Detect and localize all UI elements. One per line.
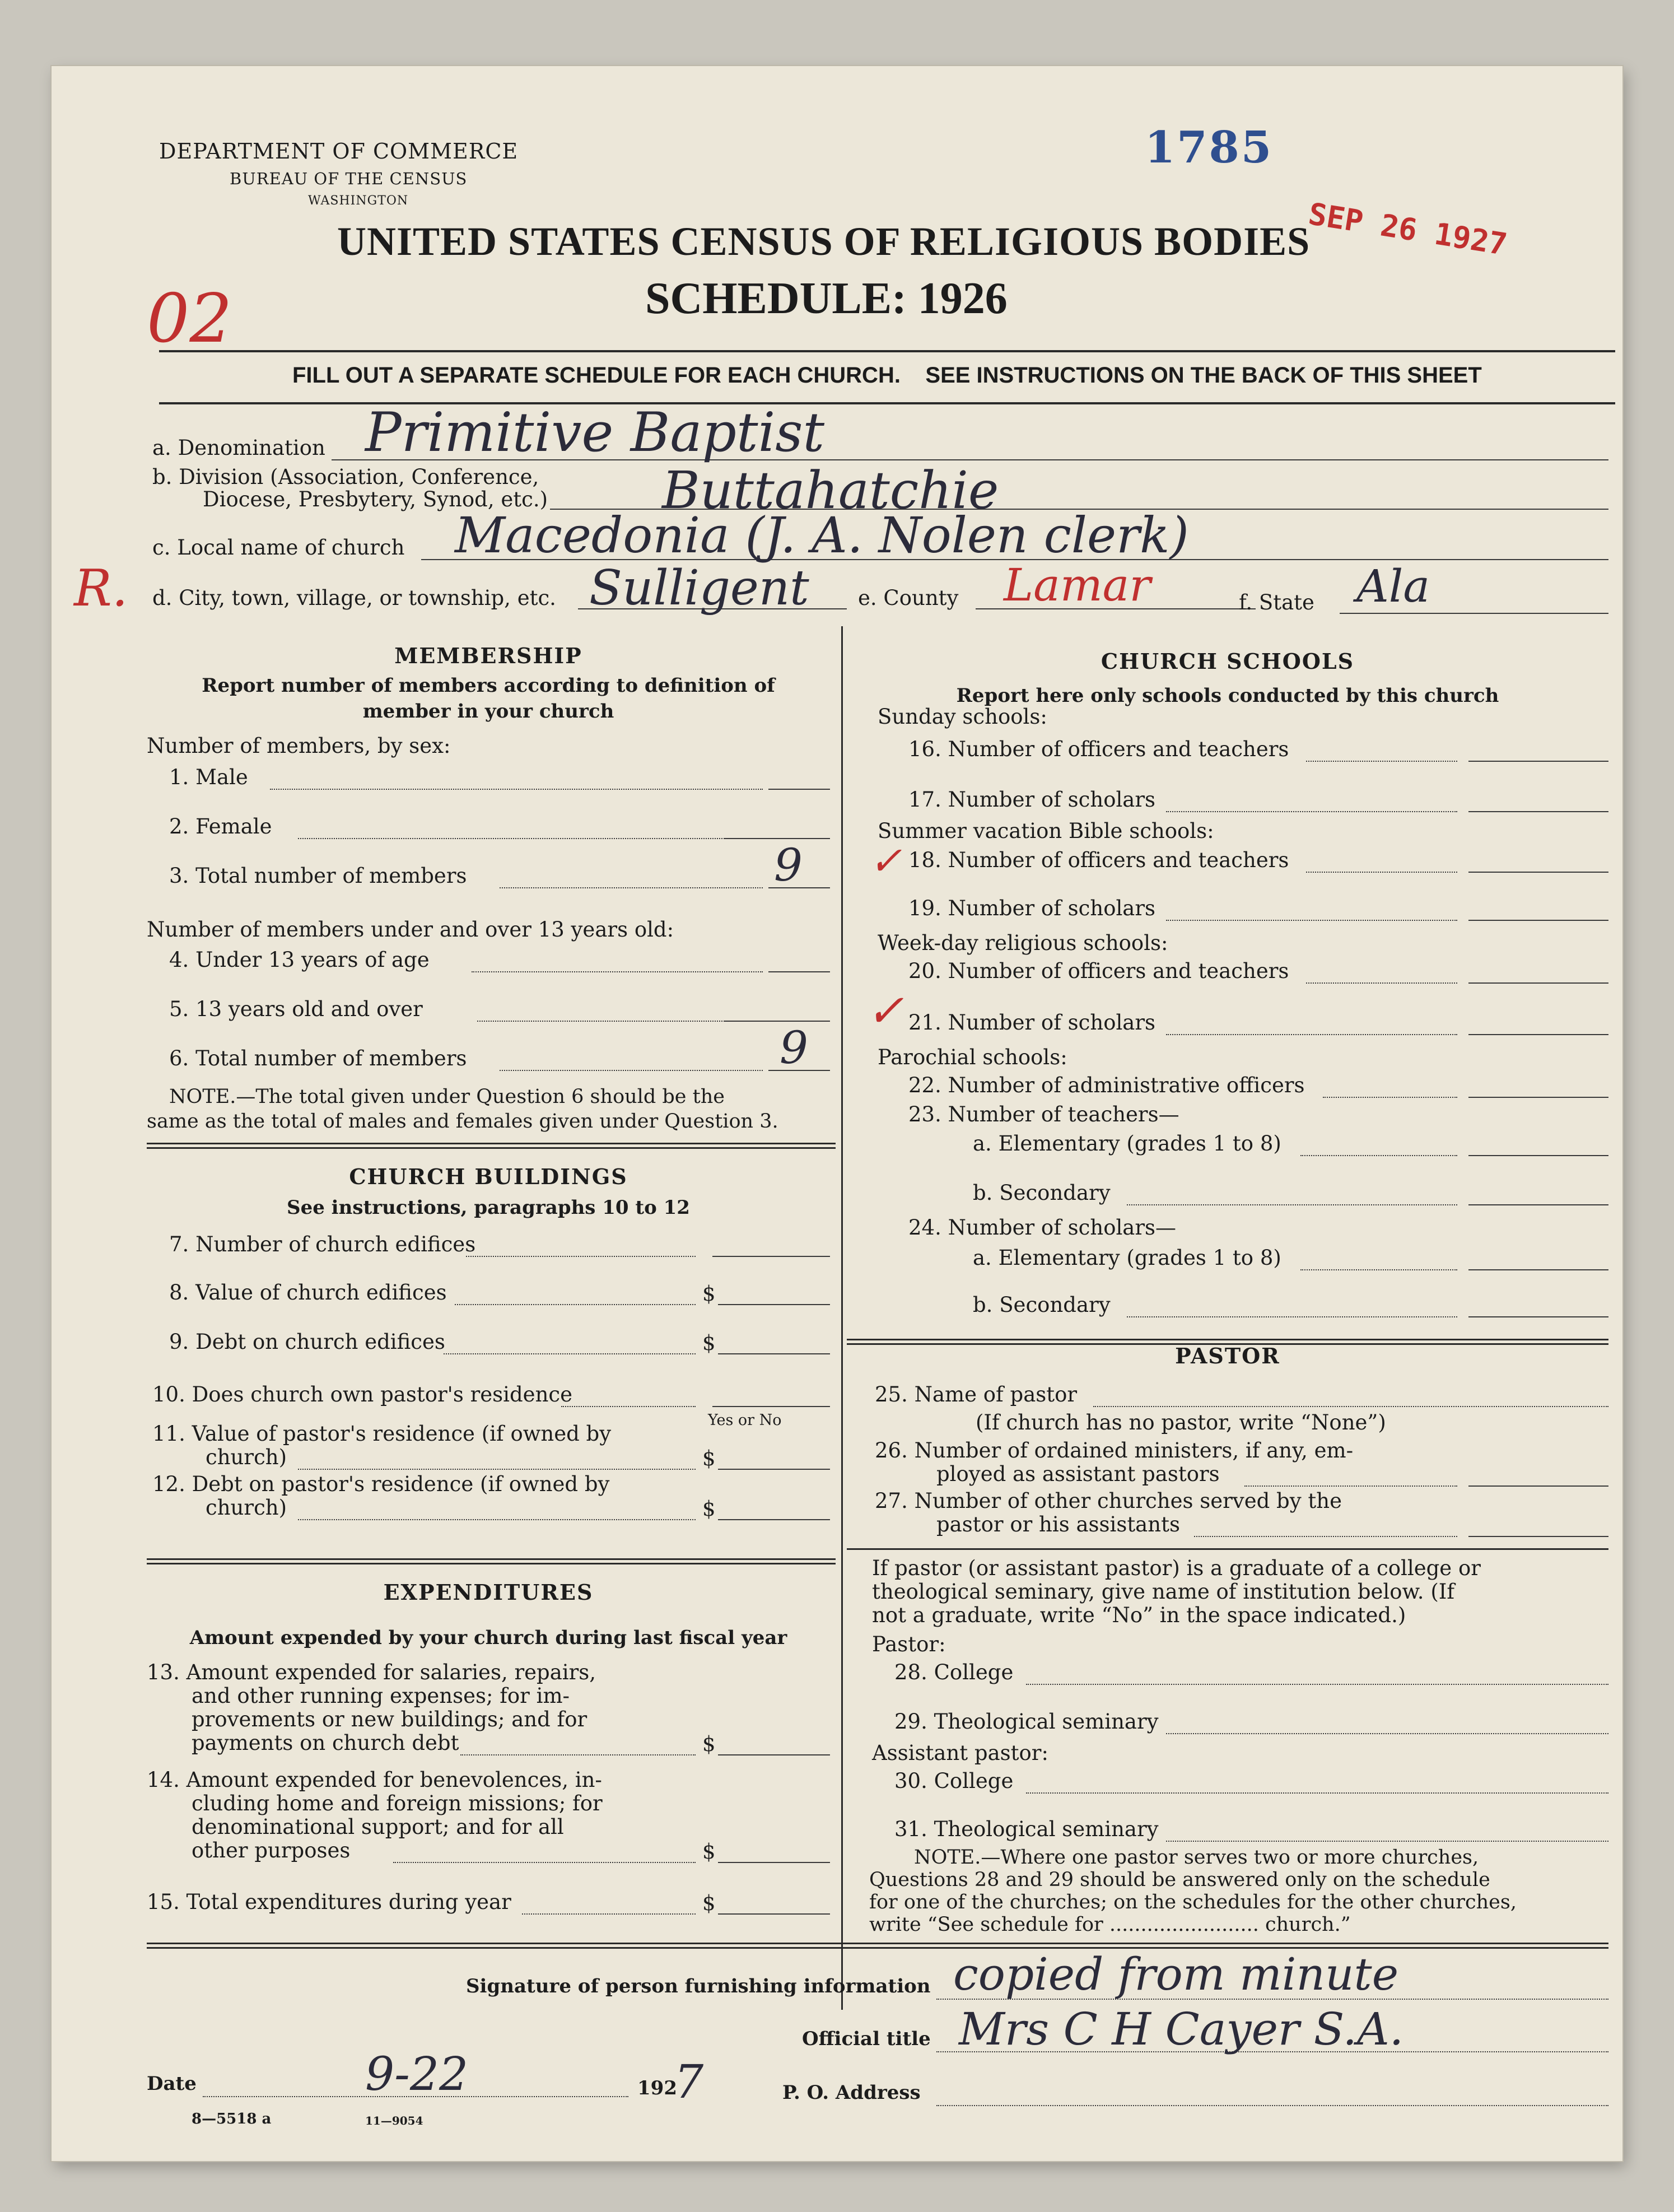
- q24b-answer[interactable]: [1468, 1316, 1608, 1317]
- q10-answer[interactable]: [712, 1406, 830, 1407]
- form-number: 8—5518 a: [192, 2111, 272, 2127]
- q14-label-4: other purposes: [192, 1838, 351, 1862]
- buildings-rule: [147, 1558, 836, 1560]
- q11-label: 11. Value of pastor's residence (if owned by: [152, 1422, 612, 1446]
- buildings-rule-b: [147, 1563, 836, 1564]
- q8-dollar: $: [702, 1282, 716, 1306]
- membership-sub-2: member in your church: [362, 700, 614, 723]
- q25-label: 25. Name of pastor: [875, 1382, 1078, 1407]
- division-value: Buttahatchie: [662, 460, 999, 520]
- division-label-2: Diocese, Presbytery, Synod, etc.): [203, 487, 548, 511]
- q8-leader: [455, 1304, 696, 1305]
- q10-leader: [561, 1406, 696, 1407]
- denomination-value: Primitive Baptist: [365, 401, 825, 464]
- q3-total-value: 9: [774, 839, 803, 891]
- q17-label: 17. Number of scholars: [908, 788, 1156, 812]
- q12-answer[interactable]: [718, 1519, 830, 1520]
- q24a-label: a. Elementary (grades 1 to 8): [973, 1246, 1281, 1270]
- q27-leader: [1194, 1536, 1457, 1537]
- year-value: 7: [674, 2056, 704, 2109]
- form-title: UNITED STATES CENSUS OF RELIGIOUS BODIES: [337, 219, 1311, 264]
- grad-instructions-3: not a graduate, write “No” in the space indicated.): [872, 1603, 1406, 1627]
- q13-label-3: provements or new buildings; and for: [192, 1707, 587, 1731]
- q7-answer[interactable]: [712, 1256, 830, 1257]
- q22-label: 22. Number of administrative officers: [908, 1073, 1305, 1097]
- q10-label: 10. Does church own pastor's residence: [152, 1382, 573, 1407]
- q23a-answer[interactable]: [1468, 1155, 1608, 1156]
- q21-check: ✓: [866, 985, 904, 1037]
- membership-rule: [147, 1143, 836, 1144]
- official-title-value: Mrs C H Cayer S.A.: [959, 2003, 1404, 2055]
- q18-answer[interactable]: [1468, 872, 1608, 873]
- q9-answer[interactable]: [718, 1353, 830, 1354]
- q22-leader: [1323, 1097, 1457, 1098]
- county-label: e. County: [858, 586, 959, 610]
- signature-value: copied from minute: [953, 1948, 1399, 2000]
- bureau-name: BUREAU OF THE CENSUS: [230, 169, 468, 188]
- q23b-answer[interactable]: [1468, 1204, 1608, 1205]
- q23b-label: b. Secondary: [973, 1181, 1111, 1205]
- q6-total-value: 9: [780, 1022, 808, 1074]
- q1-answer[interactable]: [768, 789, 830, 790]
- members-by-age-label: Number of members under and over 13 years old:: [147, 918, 674, 942]
- q23b-leader: [1127, 1204, 1457, 1205]
- q26-label-2: ployed as assistant pastors: [936, 1462, 1220, 1486]
- schools-sub: Report here only schools conducted by this church: [956, 684, 1499, 707]
- q2-female-label: 2. Female: [169, 814, 272, 839]
- grad-instructions-1: If pastor (or assistant pastor) is a graduate of a college or: [872, 1556, 1481, 1580]
- q6-total-label: 6. Total number of members: [169, 1046, 467, 1070]
- q13-label-4: payments on church debt: [192, 1731, 459, 1755]
- q14-label-2: cluding home and foreign missions; for: [192, 1791, 603, 1815]
- q9-dollar: $: [702, 1331, 716, 1355]
- q7-label: 7. Number of church edifices: [169, 1232, 476, 1256]
- church-name-value: Macedonia (J. A. Nolen clerk): [455, 506, 1189, 564]
- q9-leader: [444, 1353, 696, 1354]
- instruction-line: FILL OUT A SEPARATE SCHEDULE FOR EACH CHURCH. SEE INSTRUCTIONS ON THE BACK OF THIS SHEET: [292, 363, 1482, 388]
- membership-sub-1: Report number of members according to definition of: [202, 674, 775, 697]
- schedule-number: 1785: [1145, 122, 1274, 173]
- q29-leader: [1166, 1733, 1608, 1734]
- grad-instructions-2: theological seminary, give name of institution below. (If: [872, 1580, 1455, 1604]
- q24a-leader: [1300, 1269, 1457, 1270]
- state-value: Ala: [1356, 560, 1430, 612]
- q24-label: 24. Number of scholars—: [908, 1216, 1177, 1240]
- q5-leader: [477, 1021, 763, 1022]
- header-rule-top: [159, 350, 1615, 352]
- q5-answer[interactable]: [724, 1021, 830, 1022]
- q19-label: 19. Number of scholars: [908, 896, 1156, 920]
- assistant-pastor-label: Assistant pastor:: [872, 1741, 1048, 1765]
- po-address-line[interactable]: [936, 2105, 1608, 2106]
- q19-answer[interactable]: [1468, 920, 1608, 921]
- q28-leader: [1026, 1684, 1608, 1685]
- membership-note-1: NOTE.—The total given under Question 6 should be the: [169, 1086, 725, 1108]
- q13-answer[interactable]: [718, 1754, 830, 1755]
- form-subtitle: SCHEDULE: 1926: [645, 274, 1008, 323]
- q21-label: 21. Number of scholars: [908, 1010, 1156, 1035]
- q26-answer[interactable]: [1468, 1485, 1608, 1487]
- q4-leader: [472, 971, 763, 972]
- dept-name: DEPARTMENT OF COMMERCE: [159, 139, 519, 164]
- q11-leader: [298, 1469, 696, 1470]
- q14-leader: [393, 1862, 696, 1863]
- column-divider: [841, 626, 843, 2010]
- margin-mark-r: R.: [74, 559, 128, 618]
- parochial-schools-label: Parochial schools:: [878, 1045, 1067, 1069]
- buildings-sub: See instructions, paragraphs 10 to 12: [287, 1196, 690, 1219]
- q13-label: 13. Amount expended for salaries, repairs,: [147, 1660, 596, 1684]
- q5-over13-label: 5. 13 years old and over: [169, 997, 423, 1021]
- q27-label-2: pastor or his assistants: [936, 1512, 1180, 1536]
- q23a-leader: [1300, 1155, 1457, 1156]
- footer-rule: [147, 1943, 1608, 1944]
- pastor-note-3: for one of the churches; on the schedules for the other churches,: [869, 1891, 1517, 1913]
- signature-label: Signature of person furnishing information: [466, 1975, 931, 1997]
- q1-male-label: 1. Male: [169, 765, 248, 789]
- q13-leader: [460, 1754, 696, 1755]
- q7-leader: [466, 1256, 696, 1257]
- q20-label: 20. Number of officers and teachers: [908, 959, 1289, 983]
- q15-dollar: $: [702, 1891, 716, 1915]
- weekday-schools-label: Week-day religious schools:: [878, 931, 1168, 955]
- state-label: f. State: [1239, 590, 1314, 614]
- state-line[interactable]: [1340, 613, 1608, 614]
- date-value: 9-22: [365, 2048, 469, 2101]
- q21-answer[interactable]: [1468, 1034, 1608, 1035]
- q15-label: 15. Total expenditures during year: [147, 1890, 511, 1914]
- date-label: Date: [147, 2073, 197, 2095]
- q23a-label: a. Elementary (grades 1 to 8): [973, 1131, 1281, 1156]
- q18-label: 18. Number of officers and teachers: [908, 848, 1289, 872]
- q16-leader: [1306, 761, 1457, 762]
- q12-label-2: church): [206, 1496, 287, 1520]
- q23-label: 23. Number of teachers—: [908, 1102, 1179, 1126]
- schools-rule: [847, 1339, 1608, 1340]
- q27-label: 27. Number of other churches served by the: [875, 1489, 1342, 1513]
- q14-label: 14. Amount expended for benevolences, in-: [147, 1768, 602, 1792]
- q28-label: 28. College: [894, 1660, 1014, 1684]
- q21-leader: [1166, 1034, 1457, 1035]
- q16-label: 16. Number of officers and teachers: [908, 737, 1289, 761]
- pastor-sub-label: Pastor:: [872, 1632, 946, 1656]
- q12-leader: [298, 1519, 696, 1520]
- q24b-leader: [1127, 1316, 1457, 1317]
- county-value: Lamar: [1004, 559, 1151, 611]
- po-address-label: P. O. Address: [782, 2081, 921, 2104]
- q26-label: 26. Number of ordained ministers, if any, em-: [875, 1438, 1354, 1463]
- yes-no-caption: Yes or No: [708, 1412, 782, 1429]
- q17-answer[interactable]: [1468, 811, 1608, 812]
- q19-leader: [1166, 920, 1457, 921]
- q4-under13-label: 4. Under 13 years of age: [169, 948, 430, 972]
- margin-code: 02: [147, 280, 232, 358]
- q26-leader: [1244, 1485, 1457, 1487]
- q13-dollar: $: [702, 1732, 716, 1756]
- received-date-stamp: SEP 26 1927: [1306, 196, 1510, 263]
- q25-note: (If church has no pastor, write “None”): [976, 1410, 1386, 1435]
- year-prefix: 192: [637, 2077, 677, 2099]
- q1-leader: [270, 789, 763, 790]
- pastor-note-2: Questions 28 and 29 should be answered only on the schedule: [869, 1869, 1490, 1891]
- q18-leader: [1306, 872, 1457, 873]
- pastor-note-4: write “See schedule for ........................ church.”: [869, 1913, 1351, 1936]
- denomination-label: a. Denomination: [152, 436, 325, 460]
- expenditures-sub: Amount expended by your church during last fiscal year: [189, 1627, 787, 1649]
- q30-leader: [1026, 1792, 1608, 1794]
- q12-label: 12. Debt on pastor's residence (if owned by: [152, 1472, 610, 1496]
- city-label: d. City, town, village, or township, etc.: [152, 586, 556, 610]
- q20-leader: [1306, 982, 1457, 984]
- q20-answer[interactable]: [1468, 982, 1608, 984]
- q14-answer[interactable]: [718, 1862, 830, 1863]
- q8-answer[interactable]: [718, 1304, 830, 1305]
- q17-leader: [1166, 811, 1457, 812]
- q22-answer[interactable]: [1468, 1097, 1608, 1098]
- q2-leader: [298, 838, 763, 839]
- church-name-label: c. Local name of church: [152, 535, 405, 560]
- q6-leader: [500, 1070, 763, 1071]
- print-number: 11—9054: [365, 2114, 423, 2127]
- q31-label: 31. Theological seminary: [894, 1817, 1159, 1841]
- membership-note-2: same as the total of males and females given under Question 3.: [147, 1110, 778, 1133]
- q4-answer[interactable]: [768, 971, 830, 972]
- pastor-rule: [847, 1548, 1608, 1550]
- buildings-heading: CHURCH BUILDINGS: [349, 1164, 628, 1189]
- q3-leader: [500, 887, 763, 888]
- q11-dollar: $: [702, 1446, 716, 1470]
- q15-answer[interactable]: [718, 1913, 830, 1915]
- sunday-schools-label: Sunday schools:: [878, 705, 1047, 729]
- pastor-heading: PASTOR: [1175, 1343, 1280, 1368]
- q29-label: 29. Theological seminary: [894, 1710, 1159, 1734]
- q3-total-label: 3. Total number of members: [169, 864, 467, 888]
- q11-answer[interactable]: [718, 1469, 830, 1470]
- q18-check: ✓: [869, 838, 902, 884]
- q27-answer[interactable]: [1468, 1536, 1608, 1537]
- q24a-answer[interactable]: [1468, 1269, 1608, 1270]
- division-label: b. Division (Association, Conference,: [152, 465, 539, 489]
- schools-heading: CHURCH SCHOOLS: [1101, 649, 1355, 674]
- official-title-label: Official title: [802, 2028, 931, 2050]
- q15-leader: [522, 1913, 696, 1915]
- q14-label-3: denominational support; and for all: [192, 1815, 564, 1839]
- q16-answer[interactable]: [1468, 761, 1608, 762]
- q25-leader: [1093, 1406, 1608, 1407]
- q31-leader: [1166, 1841, 1608, 1842]
- summer-schools-label: Summer vacation Bible schools:: [878, 819, 1214, 843]
- bureau-city: WASHINGTON: [308, 194, 409, 208]
- city-value: Sulligent: [589, 560, 809, 616]
- q12-dollar: $: [702, 1497, 716, 1521]
- membership-rule-b: [147, 1147, 836, 1149]
- q13-label-2: and other running expenses; for im-: [192, 1684, 570, 1708]
- q9-label: 9. Debt on church edifices: [169, 1330, 445, 1354]
- membership-heading: MEMBERSHIP: [394, 643, 582, 668]
- q11-label-2: church): [206, 1445, 287, 1469]
- members-by-sex-label: Number of members, by sex:: [147, 734, 451, 758]
- q8-label: 8. Value of church edifices: [169, 1280, 447, 1305]
- pastor-note-1: NOTE.—Where one pastor serves two or more churches,: [914, 1846, 1479, 1869]
- expenditures-heading: EXPENDITURES: [383, 1580, 594, 1605]
- q24b-label: b. Secondary: [973, 1293, 1111, 1317]
- q14-dollar: $: [702, 1840, 716, 1864]
- q30-label: 30. College: [894, 1769, 1014, 1793]
- census-schedule-sheet: [52, 66, 1622, 2161]
